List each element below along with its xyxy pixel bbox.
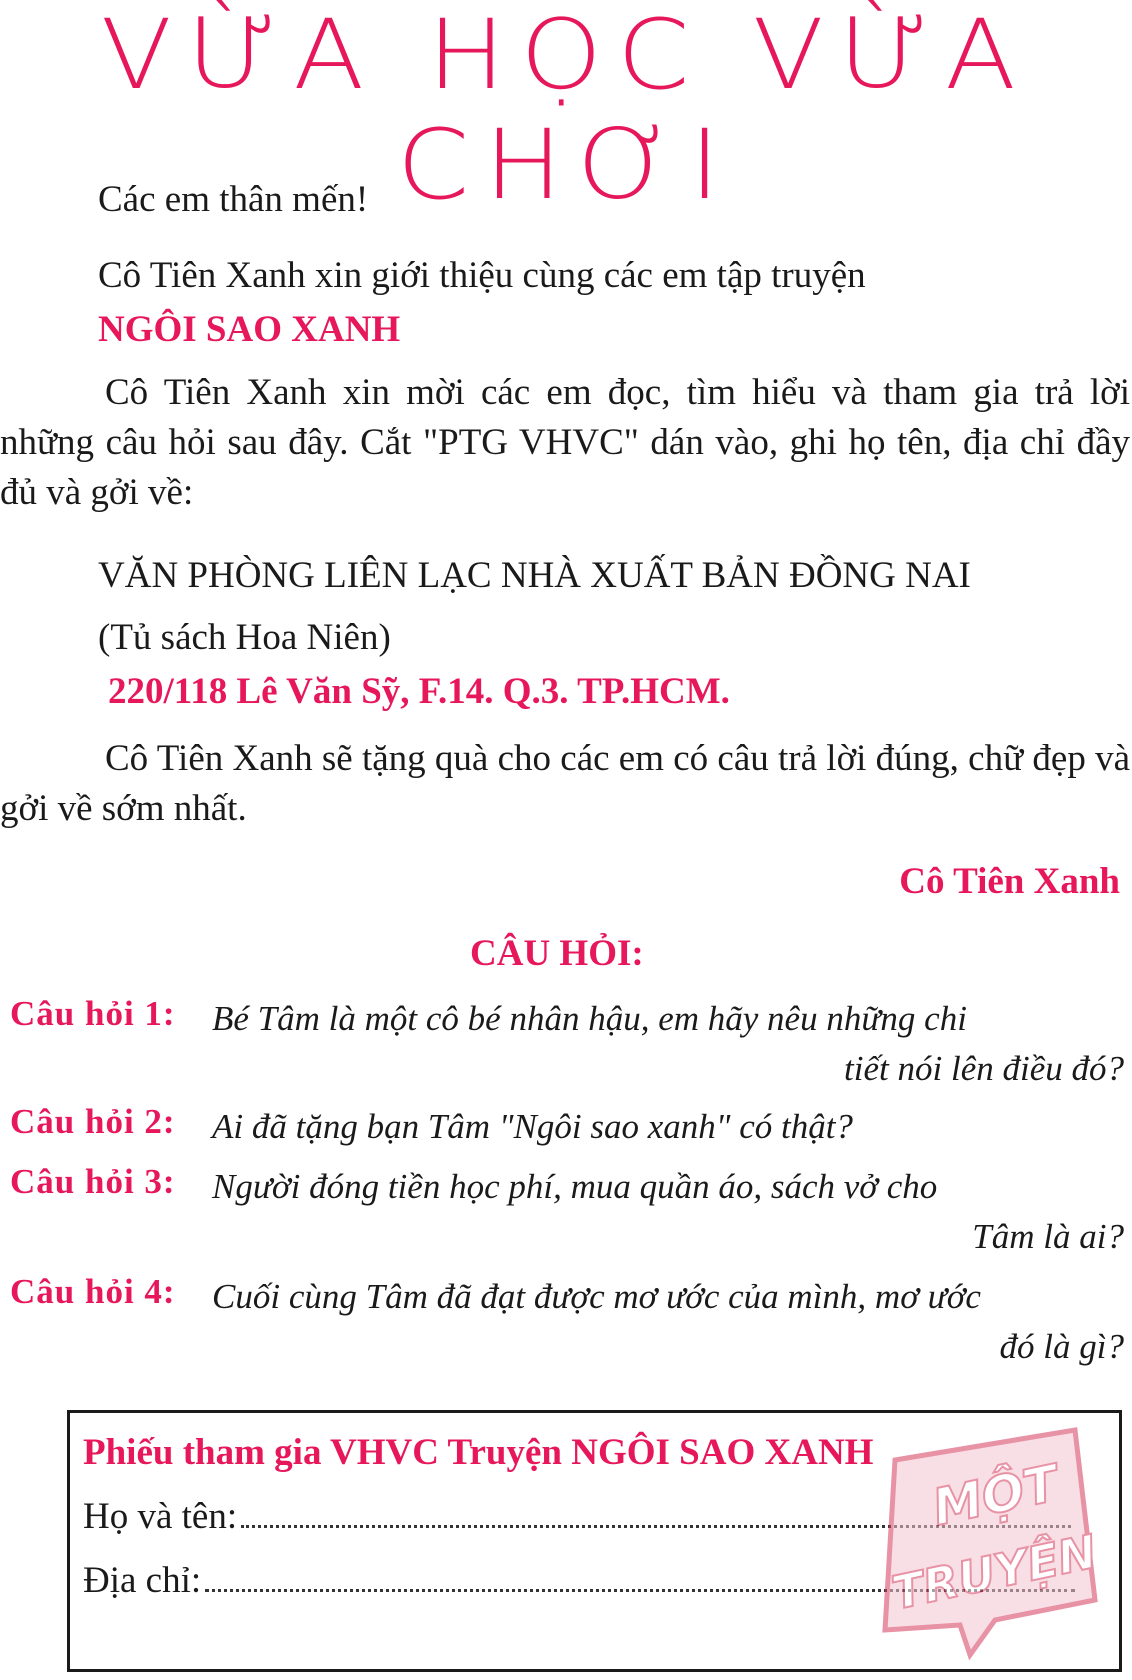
address-label: Địa chỉ: bbox=[83, 1560, 202, 1601]
mailing-address: 220/118 Lê Văn Sỹ, F.14. Q.3. TP.HCM. bbox=[108, 671, 730, 712]
questions-heading: CÂU HỎI: bbox=[470, 933, 644, 974]
question-3-line-2: Tâm là ai? bbox=[972, 1217, 1124, 1256]
prize-text: Cô Tiên Xanh sẽ tặng quà cho các em có câu trả lời đúng, chữ đẹp và gởi về sớm nhất. bbox=[0, 738, 1130, 829]
question-1-line-2: tiết nói lên điều đó? bbox=[844, 1049, 1124, 1088]
prize-paragraph bbox=[0, 734, 1130, 834]
office-name: VĂN PHÒNG LIÊN LẠC NHÀ XUẤT BẢN ĐỒNG NAI bbox=[98, 555, 971, 596]
question-2-line-1: Ai đã tặng bạn Tâm "Ngôi sao xanh" có thật? bbox=[212, 1107, 853, 1146]
question-1-line-1: Bé Tâm là một cô bé nhân hậu, em hãy nêu những chi bbox=[212, 999, 967, 1038]
greeting: Các em thân mến! bbox=[98, 179, 369, 220]
question-2-label: Câu hỏi 2: bbox=[10, 1102, 176, 1141]
book-title: NGÔI SAO XANH bbox=[98, 309, 401, 350]
question-4-line-1: Cuối cùng Tâm đã đạt được mơ ước của mình, mơ ước bbox=[212, 1277, 981, 1316]
question-4-label: Câu hỏi 4: bbox=[10, 1272, 176, 1311]
logo-line-1: MỘT bbox=[927, 1454, 1064, 1538]
question-3-line-1: Người đóng tiền học phí, mua quần áo, sách vở cho bbox=[212, 1167, 938, 1206]
watermark-logo bbox=[875, 1420, 1105, 1660]
question-4-line-2: đó là gì? bbox=[999, 1327, 1124, 1366]
invite-paragraph bbox=[0, 368, 1130, 518]
signature: Cô Tiên Xanh bbox=[899, 861, 1120, 902]
page-title: VỪA HỌC VỪA CHƠI bbox=[100, 0, 1032, 221]
logo-line-2: TRUYỆN bbox=[887, 1524, 1102, 1621]
name-label: Họ và tên: bbox=[83, 1496, 238, 1537]
question-1-label: Câu hỏi 1: bbox=[10, 994, 176, 1033]
bookshelf-name: (Tủ sách Hoa Niên) bbox=[98, 617, 391, 658]
form-title: Phiếu tham gia VHVC Truyện NGÔI SAO XANH bbox=[83, 1432, 874, 1473]
invite-text: Cô Tiên Xanh xin mời các em đọc, tìm hiểu và tham gia trả lời những câu hỏi sau đây. Cắt "PTG VHVC" dán vào, ghi họ tên, địa chỉ đầy đủ và gởi về: bbox=[0, 372, 1130, 513]
question-3-label: Câu hỏi 3: bbox=[10, 1162, 176, 1201]
intro-line: Cô Tiên Xanh xin giới thiệu cùng các em tập truyện bbox=[98, 255, 866, 296]
